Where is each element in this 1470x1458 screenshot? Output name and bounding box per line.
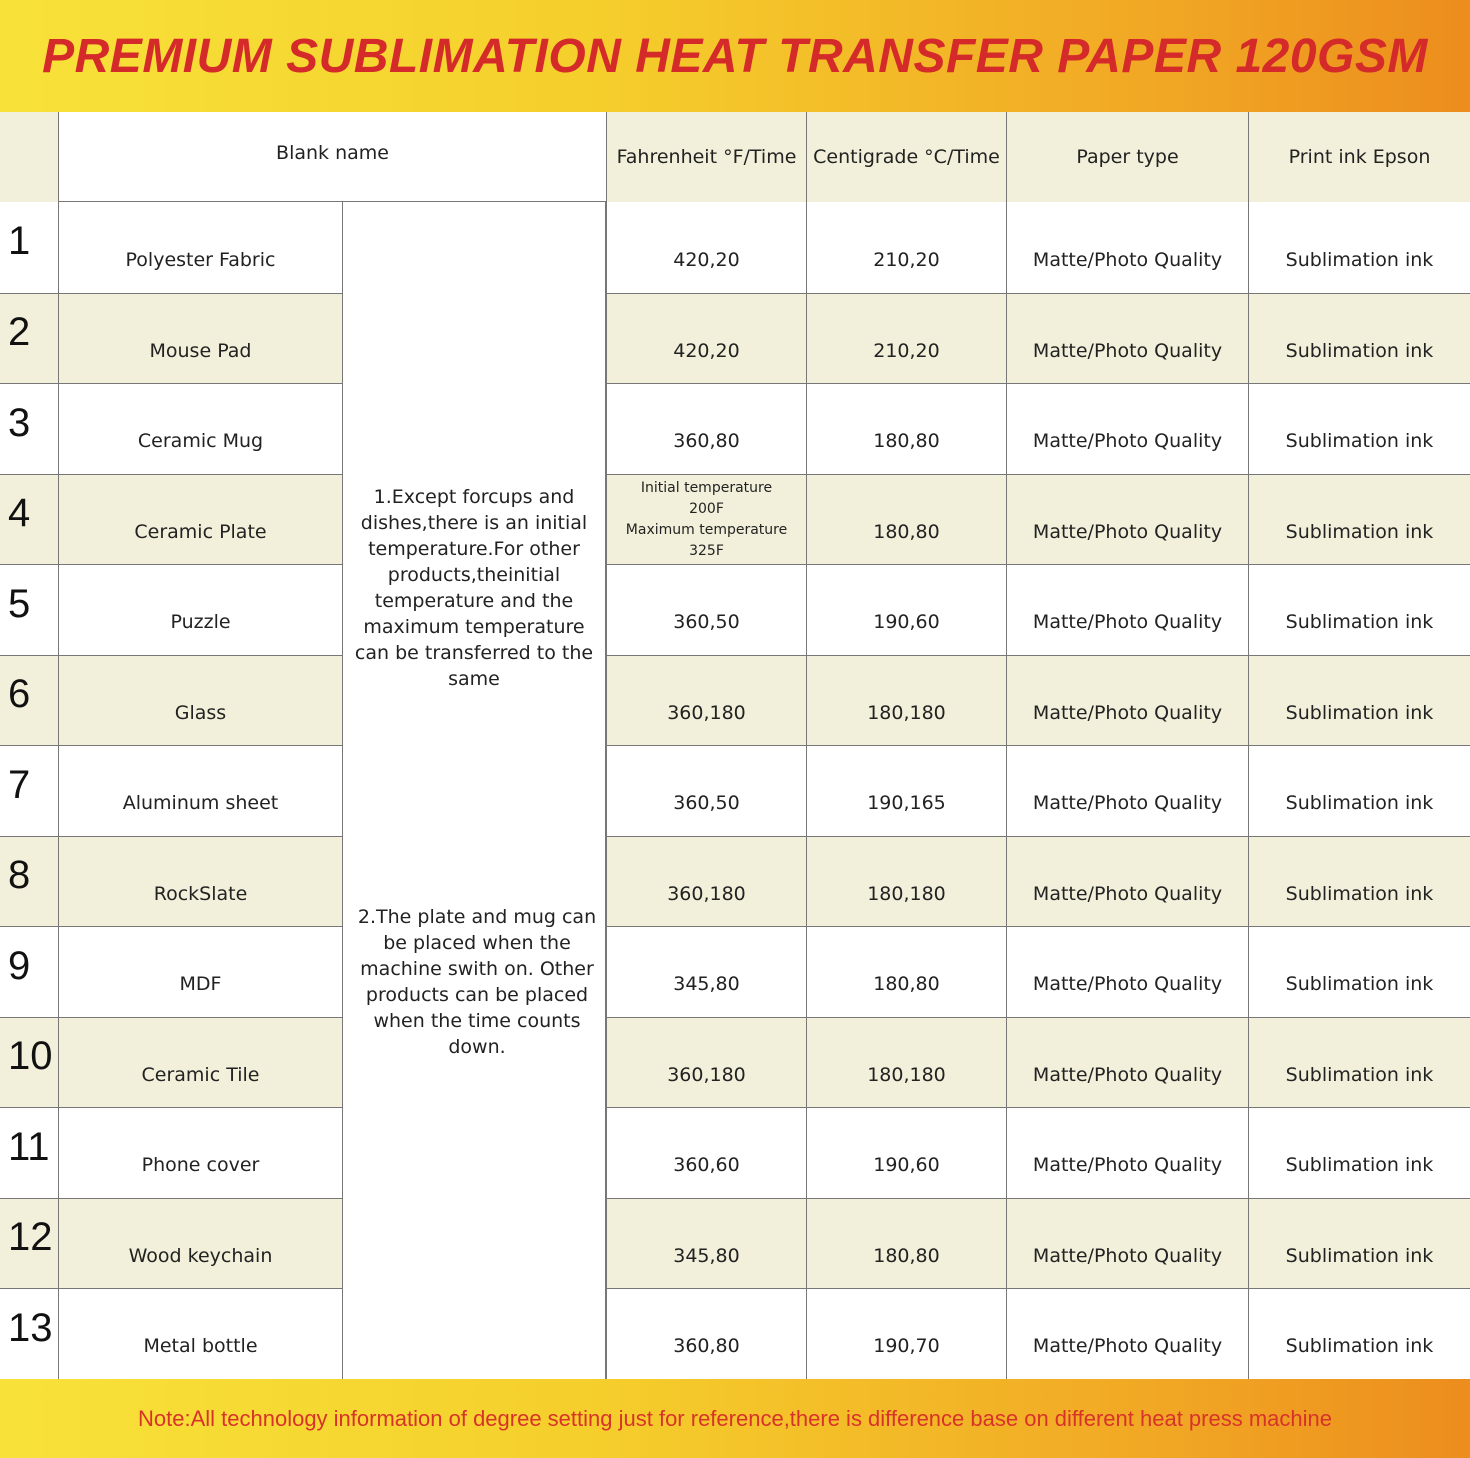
fahrenheit-cell xyxy=(606,926,806,1017)
centigrade-cell xyxy=(806,293,1006,383)
row-number-text: 8 xyxy=(8,853,31,897)
paper-type-cell xyxy=(1006,293,1248,383)
fahrenheit-cell xyxy=(606,1017,806,1107)
row-number xyxy=(0,1198,58,1288)
paper-type-cell xyxy=(1006,655,1248,745)
blank-name-cell-text: Ceramic Mug xyxy=(137,430,264,452)
blank-name-cell-text: Aluminum sheet xyxy=(122,792,279,814)
print-ink-cell-text: Sublimation ink xyxy=(1285,520,1434,543)
blank-name-cell-text: MDF xyxy=(179,973,222,995)
blank-name-cell-text: Ceramic Plate xyxy=(134,520,267,543)
note-initial-temperature: 1.Except forcups and dishes,there is an initial temperature.For other products,theinitial temperature and the maximum temperature can be transferred to the same xyxy=(354,486,594,690)
fahrenheit-cell xyxy=(606,474,806,564)
print-ink-cell-text: Sublimation ink xyxy=(1285,973,1434,995)
blank-name-cell-text: Polyester Fabric xyxy=(125,248,276,271)
centigrade-cell xyxy=(806,1107,1006,1198)
print-ink-cell xyxy=(1248,926,1470,1017)
centigrade-cell-text: 190,70 xyxy=(873,1335,940,1357)
blank-name-cell xyxy=(58,1288,342,1379)
print-ink-cell xyxy=(1248,293,1470,383)
header-print-ink-label: Print ink Epson xyxy=(1288,146,1431,168)
paper-type-cell xyxy=(1006,564,1248,655)
header-fahrenheit-label: Fahrenheit °F/Time xyxy=(616,146,797,168)
centigrade-cell-text: 180,180 xyxy=(867,882,946,905)
row-number xyxy=(0,202,58,293)
blank-name-cell-text: Ceramic Tile xyxy=(141,1063,260,1086)
fahrenheit-cell-text: 420,20 xyxy=(673,339,740,362)
notes-cell xyxy=(342,202,606,1379)
paper-type-cell-text: Matte/Photo Quality xyxy=(1032,248,1223,271)
row-number xyxy=(0,655,58,745)
centigrade-cell-text: 210,20 xyxy=(873,339,940,362)
fahrenheit-cell-text: 345,80 xyxy=(673,1244,740,1267)
blank-name-cell-text: Wood keychain xyxy=(128,1244,273,1267)
print-ink-cell xyxy=(1248,745,1470,836)
fahrenheit-cell xyxy=(606,383,806,474)
row-number-text: 10 xyxy=(8,1034,53,1078)
header-blank-name-label: Blank name xyxy=(276,141,389,164)
row-number-text: 2 xyxy=(8,310,31,354)
row-number-text: 7 xyxy=(8,762,31,807)
paper-type-cell-text: Matte/Photo Quality xyxy=(1032,430,1223,452)
centigrade-cell xyxy=(806,926,1006,1017)
print-ink-cell xyxy=(1248,202,1470,293)
row-number-text: 6 xyxy=(8,672,31,716)
print-ink-cell-text: Sublimation ink xyxy=(1285,248,1434,271)
row-number-text: 3 xyxy=(8,400,31,445)
blank-name-cell-text: Glass xyxy=(174,701,227,724)
print-ink-cell-text: Sublimation ink xyxy=(1285,1244,1434,1267)
fahrenheit-cell-text: Initial temperature 200F Maximum temperature 325F xyxy=(625,479,788,559)
row-number xyxy=(0,745,58,836)
print-ink-cell xyxy=(1248,474,1470,564)
paper-type-cell-text: Matte/Photo Quality xyxy=(1032,520,1223,543)
paper-type-cell-text: Matte/Photo Quality xyxy=(1032,973,1223,995)
blank-name-cell-text: Phone cover xyxy=(141,1154,260,1176)
row-number-text: 4 xyxy=(8,491,31,535)
centigrade-cell-text: 190,60 xyxy=(873,1154,940,1176)
header-print-ink xyxy=(1248,112,1470,202)
paper-type-cell xyxy=(1006,474,1248,564)
blank-name-cell-text: Puzzle xyxy=(170,611,231,633)
paper-type-cell xyxy=(1006,202,1248,293)
row-number xyxy=(0,836,58,926)
header-centigrade-label: Centigrade °C/Time xyxy=(813,146,1000,168)
centigrade-cell xyxy=(806,383,1006,474)
blank-name-cell xyxy=(58,836,342,926)
centigrade-cell xyxy=(806,474,1006,564)
fahrenheit-cell-text: 420,20 xyxy=(673,248,740,271)
row-number xyxy=(0,1107,58,1198)
blank-name-cell xyxy=(58,383,342,474)
centigrade-cell-text: 180,80 xyxy=(873,973,940,995)
blank-name-cell xyxy=(58,474,342,564)
header-paper-type-label: Paper type xyxy=(1076,146,1179,168)
paper-type-cell-text: Matte/Photo Quality xyxy=(1032,882,1223,905)
blank-name-cell-text: RockSlate xyxy=(153,882,248,905)
paper-type-cell xyxy=(1006,836,1248,926)
paper-type-cell xyxy=(1006,745,1248,836)
paper-type-cell-text: Matte/Photo Quality xyxy=(1032,339,1223,362)
header-centigrade xyxy=(806,112,1006,202)
paper-type-cell xyxy=(1006,1107,1248,1198)
paper-type-cell-text: Matte/Photo Quality xyxy=(1032,1335,1223,1357)
print-ink-cell-text: Sublimation ink xyxy=(1285,882,1434,905)
fahrenheit-cell-text: 360,180 xyxy=(667,701,746,724)
centigrade-cell xyxy=(806,1198,1006,1288)
row-number-text: 5 xyxy=(8,581,31,626)
paper-type-cell xyxy=(1006,926,1248,1017)
print-ink-cell xyxy=(1248,564,1470,655)
title-banner xyxy=(0,0,1470,112)
blank-name-cell xyxy=(58,202,342,293)
row-number xyxy=(0,383,58,474)
paper-type-cell xyxy=(1006,1017,1248,1107)
fahrenheit-cell-text: 360,80 xyxy=(673,430,740,452)
fahrenheit-cell-text: 360,180 xyxy=(667,1063,746,1086)
note-placement: 2.The plate and mug can be placed when the machine swith on. Other products can be placed when the time counts down. xyxy=(357,906,597,1058)
print-ink-cell xyxy=(1248,836,1470,926)
fahrenheit-cell-text: 345,80 xyxy=(673,973,740,995)
row-number-text: 9 xyxy=(8,943,31,988)
print-ink-cell xyxy=(1248,1017,1470,1107)
fahrenheit-cell xyxy=(606,564,806,655)
fahrenheit-cell xyxy=(606,1198,806,1288)
paper-type-cell-text: Matte/Photo Quality xyxy=(1032,611,1223,633)
paper-type-cell xyxy=(1006,1198,1248,1288)
centigrade-cell-text: 210,20 xyxy=(873,248,940,271)
paper-type-cell-text: Matte/Photo Quality xyxy=(1032,701,1223,724)
blank-name-cell-text: Metal bottle xyxy=(143,1335,258,1357)
paper-type-cell-text: Matte/Photo Quality xyxy=(1032,1244,1223,1267)
print-ink-cell xyxy=(1248,655,1470,745)
paper-type-cell-text: Matte/Photo Quality xyxy=(1032,792,1223,814)
centigrade-cell xyxy=(806,1017,1006,1107)
print-ink-cell-text: Sublimation ink xyxy=(1285,339,1434,362)
paper-type-cell xyxy=(1006,1288,1248,1379)
header-number-cell xyxy=(0,112,58,202)
centigrade-cell xyxy=(806,745,1006,836)
print-ink-cell-text: Sublimation ink xyxy=(1285,1335,1434,1357)
paper-type-cell xyxy=(1006,383,1248,474)
fahrenheit-cell-text: 360,50 xyxy=(673,792,740,814)
header-fahrenheit xyxy=(606,112,806,202)
row-number-text: 11 xyxy=(8,1124,50,1169)
blank-name-cell xyxy=(58,655,342,745)
print-ink-cell-text: Sublimation ink xyxy=(1285,430,1434,452)
centigrade-cell-text: 190,60 xyxy=(873,611,940,633)
blank-name-cell xyxy=(58,1198,342,1288)
row-number-text: 12 xyxy=(8,1215,53,1259)
row-number xyxy=(0,1017,58,1107)
row-number-text: 1 xyxy=(8,219,31,263)
fahrenheit-cell xyxy=(606,745,806,836)
centigrade-cell-text: 180,180 xyxy=(867,1063,946,1086)
blank-name-cell-text: Mouse Pad xyxy=(149,339,252,362)
print-ink-cell xyxy=(1248,383,1470,474)
row-number xyxy=(0,926,58,1017)
row-number xyxy=(0,474,58,564)
centigrade-cell xyxy=(806,1288,1006,1379)
print-ink-cell-text: Sublimation ink xyxy=(1285,611,1434,633)
centigrade-cell xyxy=(806,564,1006,655)
centigrade-cell-text: 180,180 xyxy=(867,701,946,724)
print-ink-cell xyxy=(1248,1107,1470,1198)
print-ink-cell xyxy=(1248,1198,1470,1288)
centigrade-cell-text: 190,165 xyxy=(867,792,946,814)
blank-name-cell xyxy=(58,564,342,655)
fahrenheit-cell xyxy=(606,202,806,293)
fahrenheit-cell xyxy=(606,1288,806,1379)
fahrenheit-cell-text: 360,80 xyxy=(673,1335,740,1357)
row-number xyxy=(0,293,58,383)
print-ink-cell xyxy=(1248,1288,1470,1379)
blank-name-cell xyxy=(58,745,342,836)
footer-note: Note:All technology information of degree setting just for reference,there is difference base on different heat press machine xyxy=(138,1405,1332,1431)
fahrenheit-cell-text: 360,60 xyxy=(673,1154,740,1176)
print-ink-cell-text: Sublimation ink xyxy=(1285,701,1434,724)
row-number-text: 13 xyxy=(8,1305,53,1350)
centigrade-cell-text: 180,80 xyxy=(873,520,940,543)
print-ink-cell-text: Sublimation ink xyxy=(1285,1063,1434,1086)
centigrade-cell-text: 180,80 xyxy=(873,430,940,452)
paper-type-cell-text: Matte/Photo Quality xyxy=(1032,1063,1223,1086)
blank-name-cell xyxy=(58,293,342,383)
centigrade-cell xyxy=(806,202,1006,293)
row-number xyxy=(0,564,58,655)
fahrenheit-cell xyxy=(606,655,806,745)
blank-name-cell xyxy=(58,1107,342,1198)
centigrade-cell-text: 180,80 xyxy=(873,1244,940,1267)
fahrenheit-cell-text: 360,50 xyxy=(673,611,740,633)
row-number xyxy=(0,1288,58,1379)
blank-name-cell xyxy=(58,1017,342,1107)
print-ink-cell-text: Sublimation ink xyxy=(1285,792,1434,814)
footer-banner xyxy=(0,1379,1470,1458)
paper-type-cell-text: Matte/Photo Quality xyxy=(1032,1154,1223,1176)
page-title: PREMIUM SUBLIMATION HEAT TRANSFER PAPER 120GSM xyxy=(42,29,1428,83)
fahrenheit-cell xyxy=(606,1107,806,1198)
print-ink-cell-text: Sublimation ink xyxy=(1285,1154,1434,1176)
fahrenheit-cell-text: 360,180 xyxy=(667,882,746,905)
fahrenheit-cell xyxy=(606,293,806,383)
header-blank-name xyxy=(58,112,606,202)
centigrade-cell xyxy=(806,655,1006,745)
centigrade-cell xyxy=(806,836,1006,926)
blank-name-cell xyxy=(58,926,342,1017)
header-paper-type xyxy=(1006,112,1248,202)
fahrenheit-cell xyxy=(606,836,806,926)
